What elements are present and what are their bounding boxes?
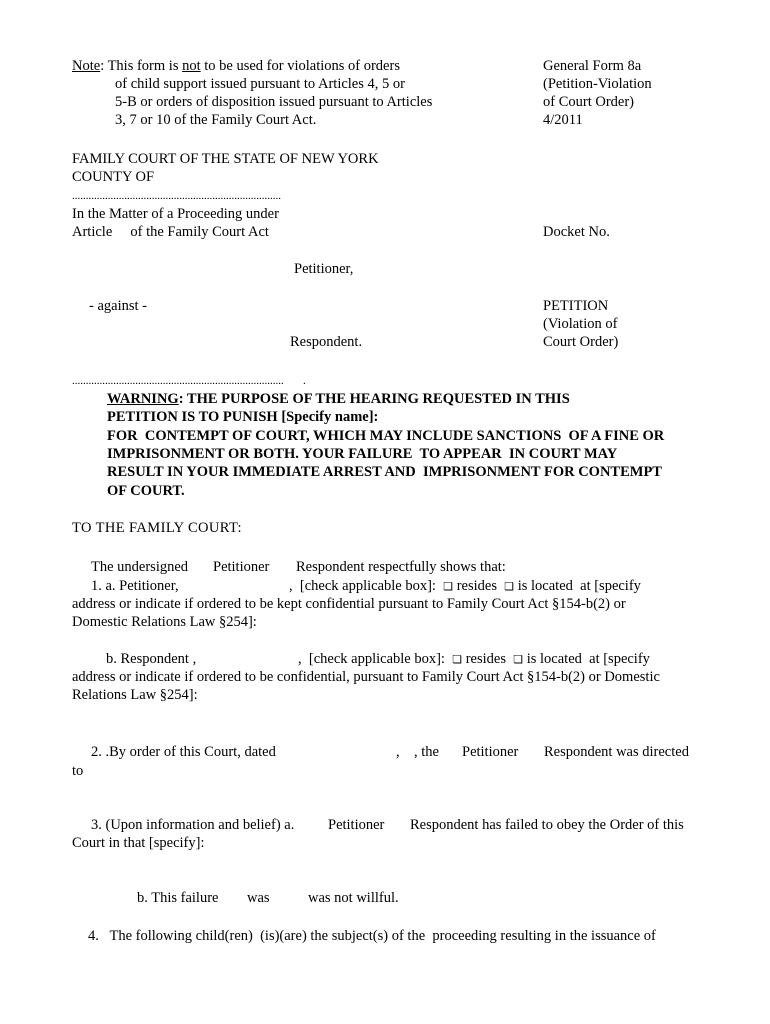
form-id-line-3: of Court Order) bbox=[543, 94, 635, 110]
warning-line-6: OF COURT. bbox=[107, 483, 185, 499]
p3b-lead: b. This failure bbox=[137, 890, 219, 906]
against-label: - against - bbox=[89, 298, 147, 314]
p2-comma: , bbox=[396, 744, 400, 760]
p3-lead: 3. (Upon information and belief) a. bbox=[91, 817, 295, 833]
p2-the: , the bbox=[414, 744, 439, 760]
is-located-checkbox[interactable]: ❏ bbox=[504, 580, 515, 593]
p1a-checkbox-group: , [check applicable box]: ❏ resides ❏ is located at [specify bbox=[289, 578, 641, 594]
caption-dots-top: ............................................................................ bbox=[72, 190, 281, 202]
respondent-resides-checkbox[interactable]: ❏ bbox=[452, 653, 463, 666]
court-name: FAMILY COURT OF THE STATE OF NEW YORK bbox=[72, 151, 379, 167]
p2-respondent-option[interactable]: Respondent was directed bbox=[544, 744, 689, 760]
p2-lead: 2. .By order of this Court, dated bbox=[91, 744, 276, 760]
warning-line-3: FOR CONTEMPT OF COURT, WHICH MAY INCLUDE SANCTIONS OF A FINE OR bbox=[107, 428, 665, 444]
form-id-line-4: 4/2011 bbox=[543, 112, 583, 128]
petition-title-2: (Violation of bbox=[543, 316, 618, 332]
note-line-4: 3, 7 or 10 of the Family Court Act. bbox=[115, 112, 317, 128]
warning-line-4: IMPRISONMENT OR BOTH. YOUR FAILURE TO APPEAR IN COURT MAY bbox=[107, 446, 618, 462]
intro-petitioner-option[interactable]: Petitioner bbox=[213, 559, 270, 575]
warning-line-1: WARNING: THE PURPOSE OF THE HEARING REQUESTED IN THIS bbox=[107, 391, 570, 407]
petition-title-1: PETITION bbox=[543, 298, 609, 314]
p1b-line-2: address or indicate if ordered to be confidential, pursuant to Family Court Act §154-b(2) or Domestic bbox=[72, 669, 660, 685]
note-label: Note bbox=[72, 58, 101, 74]
matter-line-2: Article of the Family Court Act bbox=[72, 224, 269, 240]
warning-line-5: RESULT IN YOUR IMMEDIATE ARREST AND IMPRISONMENT FOR CONTEMPT bbox=[107, 464, 662, 480]
respondent-label: Respondent. bbox=[290, 334, 363, 350]
docket-no-label: Docket No. bbox=[543, 224, 610, 240]
matter-line-1: In the Matter of a Proceeding under bbox=[72, 206, 279, 222]
intro-undersigned: The undersigned bbox=[91, 559, 189, 575]
warning-line-2: PETITION IS TO PUNISH [Specify name]: bbox=[107, 409, 379, 425]
note-line-2: of child support issued pursuant to Articles 4, 5 or bbox=[115, 76, 405, 92]
note-line-3: 5-B or orders of disposition issued pursuant to Articles bbox=[115, 94, 433, 110]
p1b-line-3: Relations Law §254]: bbox=[72, 687, 198, 703]
salutation: TO THE FAMILY COURT: bbox=[72, 520, 242, 536]
willful-was-not-option[interactable]: was not willful. bbox=[308, 890, 399, 906]
p3-petitioner-option[interactable]: Petitioner bbox=[328, 817, 385, 833]
p1a-line-2: address or indicate if ordered to be kept confidential pursuant to Family Court Act §154-b(2) or bbox=[72, 596, 626, 612]
p1b-checkbox-group: , [check applicable box]: ❏ resides ❏ is located at [specify bbox=[298, 651, 650, 667]
intro-respondent-option[interactable]: Respondent respectfully shows that: bbox=[296, 559, 506, 575]
form-id-line-1: General Form 8a bbox=[543, 58, 642, 74]
willful-was-option[interactable]: was bbox=[247, 890, 270, 906]
p3-respondent-option[interactable]: Respondent has failed to obey the Order of this bbox=[410, 817, 684, 833]
warning-label: WARNING bbox=[107, 391, 179, 407]
petitioner-label: Petitioner, bbox=[294, 261, 354, 277]
p3-line-2: Court in that [specify]: bbox=[72, 835, 205, 851]
p2-petitioner-option[interactable]: Petitioner bbox=[462, 744, 519, 760]
p1a-line-3: Domestic Relations Law §254]: bbox=[72, 614, 257, 630]
p1b-respondent-lead: b. Respondent , bbox=[106, 651, 197, 667]
p2-line-2: to bbox=[72, 763, 84, 779]
caption-dots-bottom: ............................................................................. . bbox=[72, 375, 306, 387]
petition-title-3: Court Order) bbox=[543, 334, 619, 350]
p4-line-1: 4. The following child(ren) (is)(are) the subject(s) of the proceeding resulting in the issuance of bbox=[88, 928, 656, 944]
form-id-line-2: (Petition-Violation bbox=[543, 76, 652, 92]
note-line-1: Note: This form is not to be used for violations of orders bbox=[72, 58, 400, 74]
resides-checkbox[interactable]: ❏ bbox=[443, 580, 454, 593]
note-not-emphasis: not bbox=[182, 58, 201, 74]
county-label: COUNTY OF bbox=[72, 169, 155, 185]
p1a-petitioner-lead: 1. a. Petitioner, bbox=[91, 578, 179, 594]
respondent-is-located-checkbox[interactable]: ❏ bbox=[513, 653, 524, 666]
